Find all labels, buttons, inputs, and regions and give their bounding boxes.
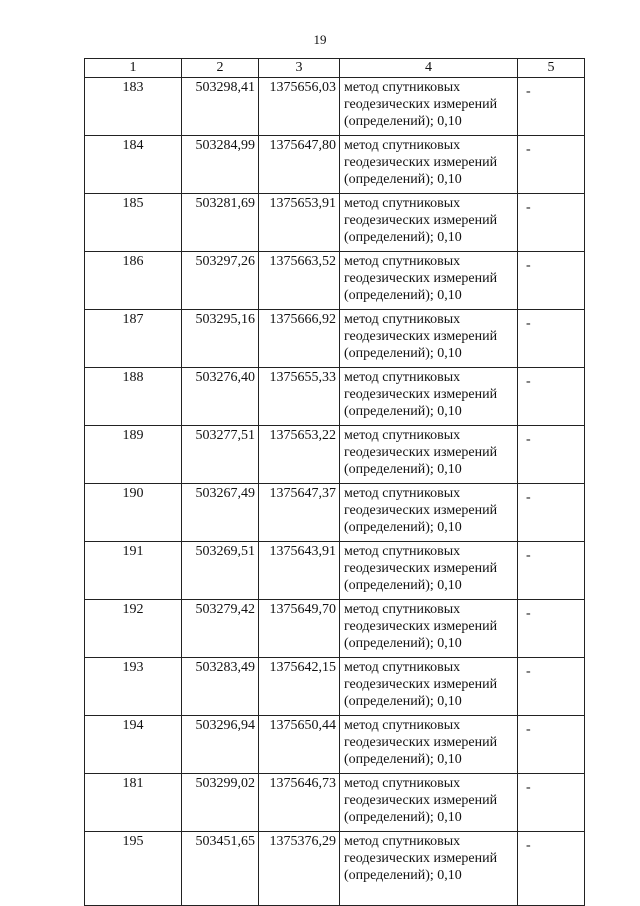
point-number-cell: 191 [85,542,182,600]
x-coordinate-cell: 503279,42 [182,600,259,658]
y-coordinate-cell: 1375642,15 [259,658,340,716]
x-coordinate-cell: 503283,49 [182,658,259,716]
note-cell: - [518,832,585,906]
note-cell: - [518,252,585,310]
note-cell: - [518,78,585,136]
y-coordinate-cell: 1375647,37 [259,484,340,542]
method-accuracy-cell: метод спутниковых геодезических измерений (определений); 0,10 [340,774,518,832]
note-cell: - [518,310,585,368]
method-accuracy-cell: метод спутниковых геодезических измерений (определений); 0,10 [340,832,518,906]
y-coordinate-cell: 1375653,91 [259,194,340,252]
page-number: 19 [313,32,327,47]
y-coordinate-cell: 1375643,91 [259,542,340,600]
table-row [85,658,585,716]
column-header-5: 5 [518,59,585,78]
note-cell: - [518,136,585,194]
point-number-cell: 194 [85,716,182,774]
point-number-cell: 195 [85,832,182,906]
y-coordinate-cell: 1375376,29 [259,832,340,906]
table-header-row [85,59,585,78]
point-number-cell: 181 [85,774,182,832]
note-cell: - [518,194,585,252]
point-number-cell: 187 [85,310,182,368]
method-accuracy-cell: метод спутниковых геодезических измерений (определений); 0,10 [340,194,518,252]
y-coordinate-cell: 1375666,92 [259,310,340,368]
x-coordinate-cell: 503295,16 [182,310,259,368]
x-coordinate-cell: 503298,41 [182,78,259,136]
method-accuracy-cell: метод спутниковых геодезических измерений (определений); 0,10 [340,658,518,716]
method-accuracy-cell: метод спутниковых геодезических измерений (определений); 0,10 [340,542,518,600]
method-accuracy-cell: метод спутниковых геодезических измерений (определений); 0,10 [340,716,518,774]
method-accuracy-cell: метод спутниковых геодезических измерений (определений); 0,10 [340,136,518,194]
table-row [85,310,585,368]
point-number-cell: 186 [85,252,182,310]
y-coordinate-cell: 1375650,44 [259,716,340,774]
x-coordinate-cell: 503277,51 [182,426,259,484]
y-coordinate-cell: 1375663,52 [259,252,340,310]
y-coordinate-cell: 1375649,70 [259,600,340,658]
table-row [85,832,585,906]
method-accuracy-cell: метод спутниковых геодезических измерений (определений); 0,10 [340,78,518,136]
table-row [85,194,585,252]
note-cell: - [518,774,585,832]
x-coordinate-cell: 503299,02 [182,774,259,832]
table-row [85,600,585,658]
x-coordinate-cell: 503451,65 [182,832,259,906]
method-accuracy-cell: метод спутниковых геодезических измерений (определений); 0,10 [340,484,518,542]
x-coordinate-cell: 503296,94 [182,716,259,774]
coordinates-table [84,58,585,906]
point-number-cell: 190 [85,484,182,542]
x-coordinate-cell: 503276,40 [182,368,259,426]
note-cell: - [518,484,585,542]
method-accuracy-cell: метод спутниковых геодезических измерений (определений); 0,10 [340,252,518,310]
y-coordinate-cell: 1375656,03 [259,78,340,136]
point-number-cell: 185 [85,194,182,252]
column-header-2: 2 [182,59,259,78]
point-number-cell: 188 [85,368,182,426]
x-coordinate-cell: 503284,99 [182,136,259,194]
y-coordinate-cell: 1375653,22 [259,426,340,484]
point-number-cell: 183 [85,78,182,136]
method-accuracy-cell: метод спутниковых геодезических измерений (определений); 0,10 [340,368,518,426]
table-row [85,136,585,194]
note-cell: - [518,542,585,600]
note-cell: - [518,600,585,658]
method-accuracy-cell: метод спутниковых геодезических измерений (определений); 0,10 [340,426,518,484]
table-row [85,716,585,774]
table-row [85,252,585,310]
table-row [85,78,585,136]
point-number-cell: 193 [85,658,182,716]
table-row [85,774,585,832]
note-cell: - [518,716,585,774]
method-accuracy-cell: метод спутниковых геодезических измерений (определений); 0,10 [340,600,518,658]
table-row [85,426,585,484]
point-number-cell: 184 [85,136,182,194]
column-header-4: 4 [340,59,518,78]
note-cell: - [518,658,585,716]
x-coordinate-cell: 503269,51 [182,542,259,600]
y-coordinate-cell: 1375646,73 [259,774,340,832]
table-row [85,368,585,426]
x-coordinate-cell: 503297,26 [182,252,259,310]
column-header-3: 3 [259,59,340,78]
x-coordinate-cell: 503267,49 [182,484,259,542]
y-coordinate-cell: 1375647,80 [259,136,340,194]
method-accuracy-cell: метод спутниковых геодезических измерений (определений); 0,10 [340,310,518,368]
point-number-cell: 189 [85,426,182,484]
point-number-cell: 192 [85,600,182,658]
note-cell: - [518,426,585,484]
y-coordinate-cell: 1375655,33 [259,368,340,426]
table-row [85,542,585,600]
column-header-1: 1 [85,59,182,78]
note-cell: - [518,368,585,426]
x-coordinate-cell: 503281,69 [182,194,259,252]
table-row [85,484,585,542]
